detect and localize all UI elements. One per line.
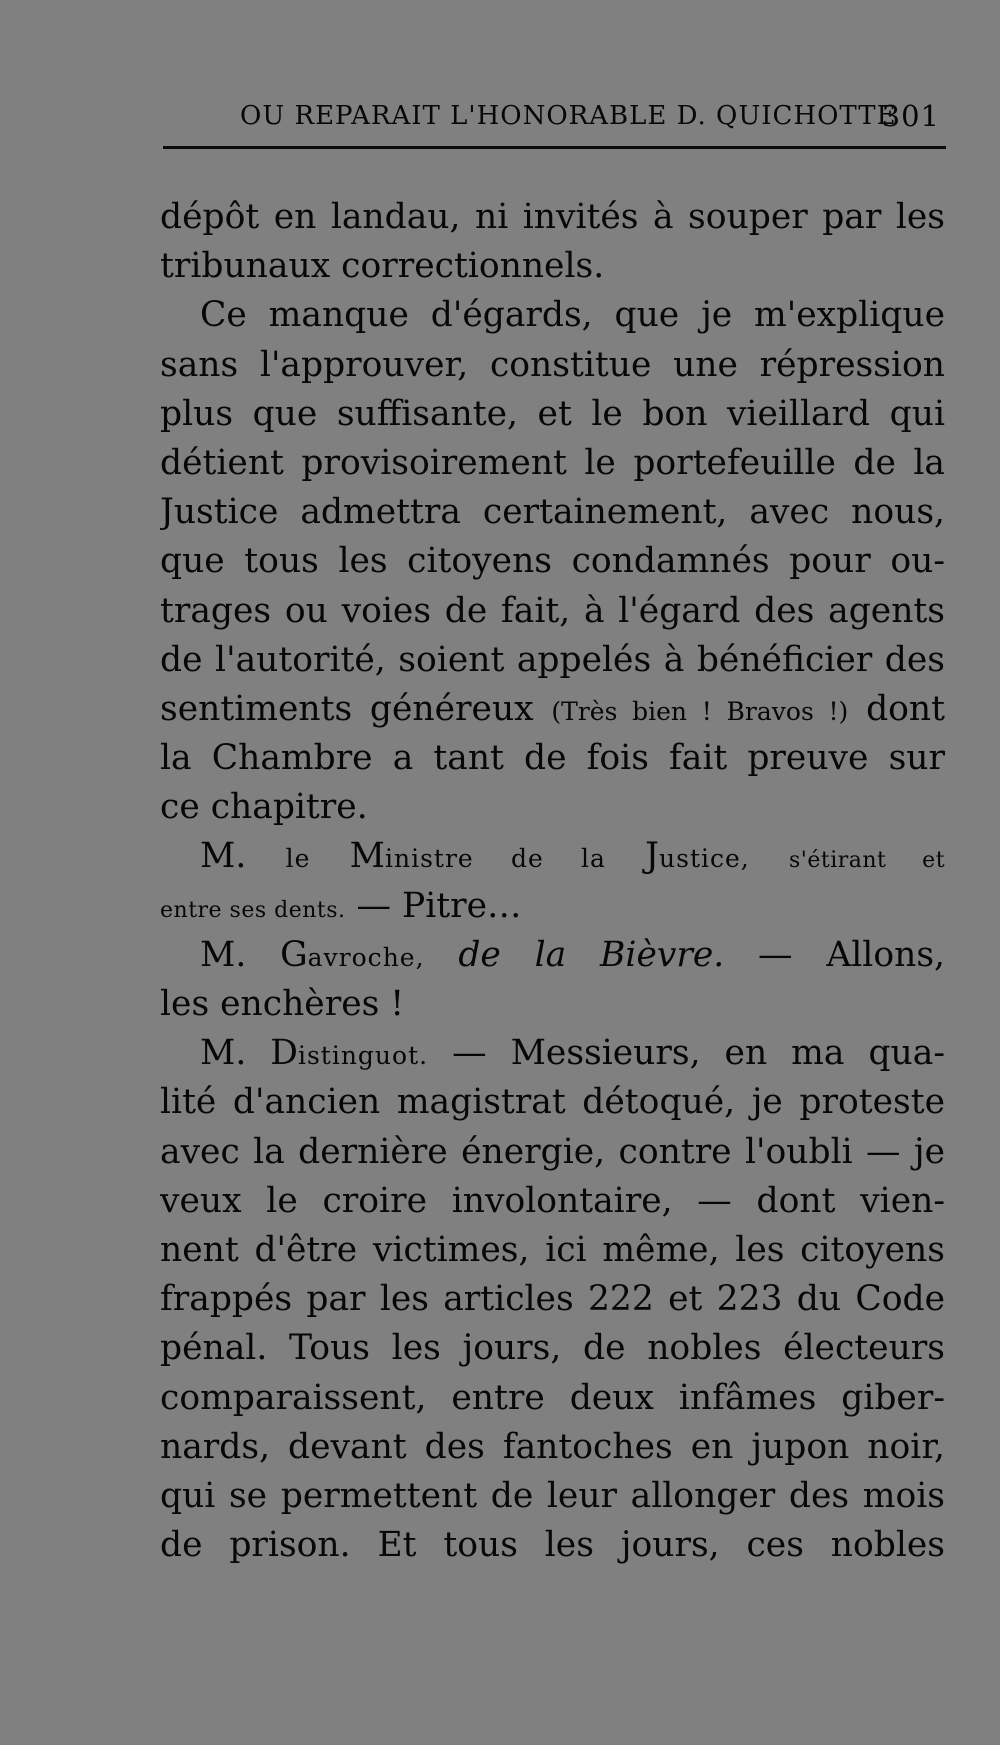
text-line: comparaissent, entre deux infâmes giber- [160,1377,945,1418]
text-line: dépôt en landau, ni invités à souper par les [160,197,945,237]
speaker-article: le [285,844,311,874]
text-line: les enchères ! [160,984,405,1024]
speaker-initial: J [645,836,660,877]
text-line: veux le croire involontaire, — dont vien- [160,1180,945,1221]
speaker-initial: M [349,836,385,877]
stage-direction: entre ses dents. [160,897,346,923]
speaker-line [160,931,945,980]
speaker-constituency: de la Bièvre. [458,934,725,975]
text-line: frappés par les articles 222 et 223 du Code [160,1279,945,1320]
text-line [160,882,945,931]
text-line: avec la dernière énergie, contre l'oubli — je [160,1131,945,1172]
speaker-line [160,832,945,881]
text-line: tribunaux correctionnels. [160,246,605,287]
text-line: sans l'approuver, constitue une répression [160,344,945,385]
speech-text: — Allons, [758,934,945,975]
page-number: 301 [881,99,940,133]
text-line: lité d'ancien magistrat détoqué, je proteste [160,1082,945,1123]
speaker-name: avroche, [307,942,425,972]
text-line: que tous les citoyens condamnés pour ou- [160,541,945,582]
speaker-title: M. [200,836,247,877]
applause-note: (Très bien ! Bravos !) [551,696,849,726]
speaker-name: inistre de la [384,844,606,874]
text-line: qui se permettent de leur allonger des mois [160,1475,945,1516]
speaker-name: istinguot. [297,1041,429,1071]
speech-text: — Pitre… [356,885,522,926]
text-line: de l'autorité, soient appelés à bénéficier des [160,639,945,680]
speaker-name: ustice, [659,844,750,874]
text-line: de prison. Et tous les jours, ces nobles [160,1525,945,1566]
speaker-line [160,1029,945,1078]
speaker-title: M. D [200,1033,298,1074]
stage-direction: s'étirant et [789,848,945,874]
speech-text: — Messieurs, en ma qua- [452,1033,945,1074]
text-line: nards, devant des fantoches en jupon noir, [160,1426,945,1467]
speaker-title: M. G [200,934,308,975]
text-line: nent d'être victimes, ici même, les citoyens [160,1229,945,1270]
text-line: ce chapitre. [160,787,368,828]
text-line: Ce manque d'égards, que je m'explique [200,295,945,336]
text-line: Justice admettra certainement, avec nous, [160,492,945,533]
text-line: détient provisoirement le portefeuille de la [160,442,945,483]
text-line [160,685,945,734]
text-line: la Chambre a tant de fois fait preuve sur [160,738,945,779]
text-line: pénal. Tous les jours, de nobles électeurs [160,1328,945,1369]
text-line: trages ou voies de fait, à l'égard des agents [160,590,945,631]
body-text [160,193,945,1570]
text-fragment: sentiments généreux [160,688,534,729]
running-head-title: OU REPARAIT L'HONORABLE D. QUICHOTTE [240,101,897,131]
text-line: plus que suffisante, et le bon vieillard qui [160,393,945,434]
text-fragment: dont [866,688,945,729]
running-head [160,96,945,136]
header-rule [163,146,946,149]
